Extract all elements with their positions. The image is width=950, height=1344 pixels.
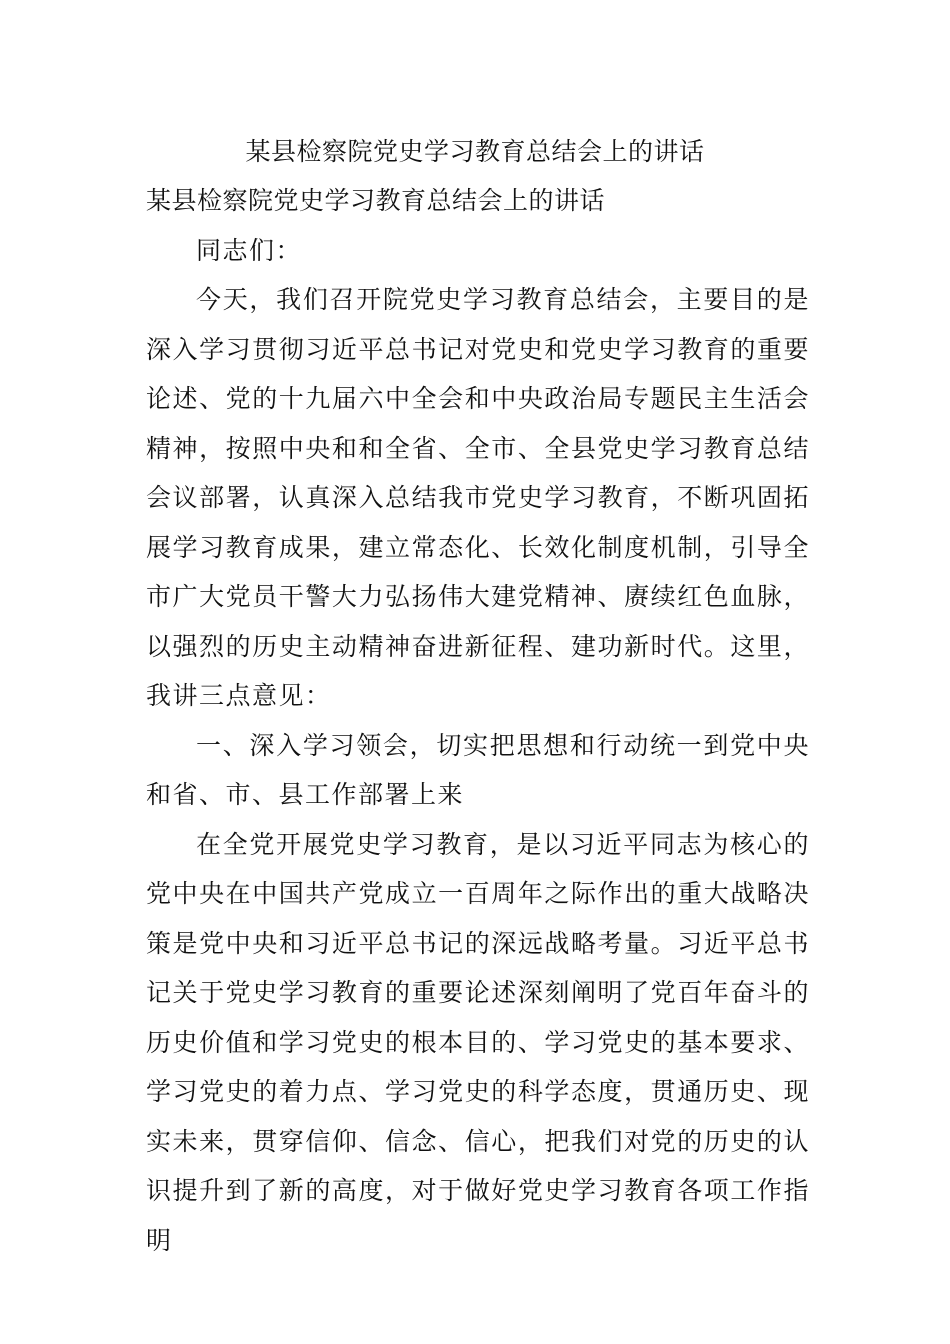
document-title: 某县检察院党史学习教育总结会上的讲话 (245, 137, 705, 166)
document-subtitle: 某县检察院党史学习教育总结会上的讲话 (146, 186, 606, 215)
section-heading-1: 一、深入学习领会，切实把思想和行动统一到党中央和省、市、县工作部署上来 (146, 730, 810, 809)
paragraph-opening: 今天，我们召开院党史学习教育总结会，主要目的是深入学习贯彻习近平总书记对党史和党史学习教育的重要论述、党的十九届六中全会和中央政治局专题民主生活会精神，按照中央和和全省、全市、全县党史学习教育总结会议部署，认真深入总结我市党史学习教育，不断巩固拓展学习教育成果，建立常态化、长效化制度机制，引导全市广大党员干警大力弘扬伟大建党精神、赓续红色血脉，以强烈的历史主动精神奋进新征程、建功新时代。这里，我讲三点意见： (146, 285, 810, 710)
salutation: 同志们： (196, 235, 303, 265)
document-body (146, 176, 810, 1265)
paragraph-section-1: 在全党开展党史学习教育，是以习近平同志为核心的党中央在中国共产党成立一百周年之际作出的重大战略决策是党中央和习近平总书记的深远战略考量。习近平总书记关于党史学习教育的重要论述深刻阐明了党百年奋斗的历史价值和学习党史的根本目的、学习党史的基本要求、学习党史的着力点、学习党史的科学态度，贯通历史、现实未来，贯穿信仰、信念、信心，把我们对党的历史的认识提升到了新的高度，对于做好党史学习教育各项工作指明 (146, 829, 810, 1255)
